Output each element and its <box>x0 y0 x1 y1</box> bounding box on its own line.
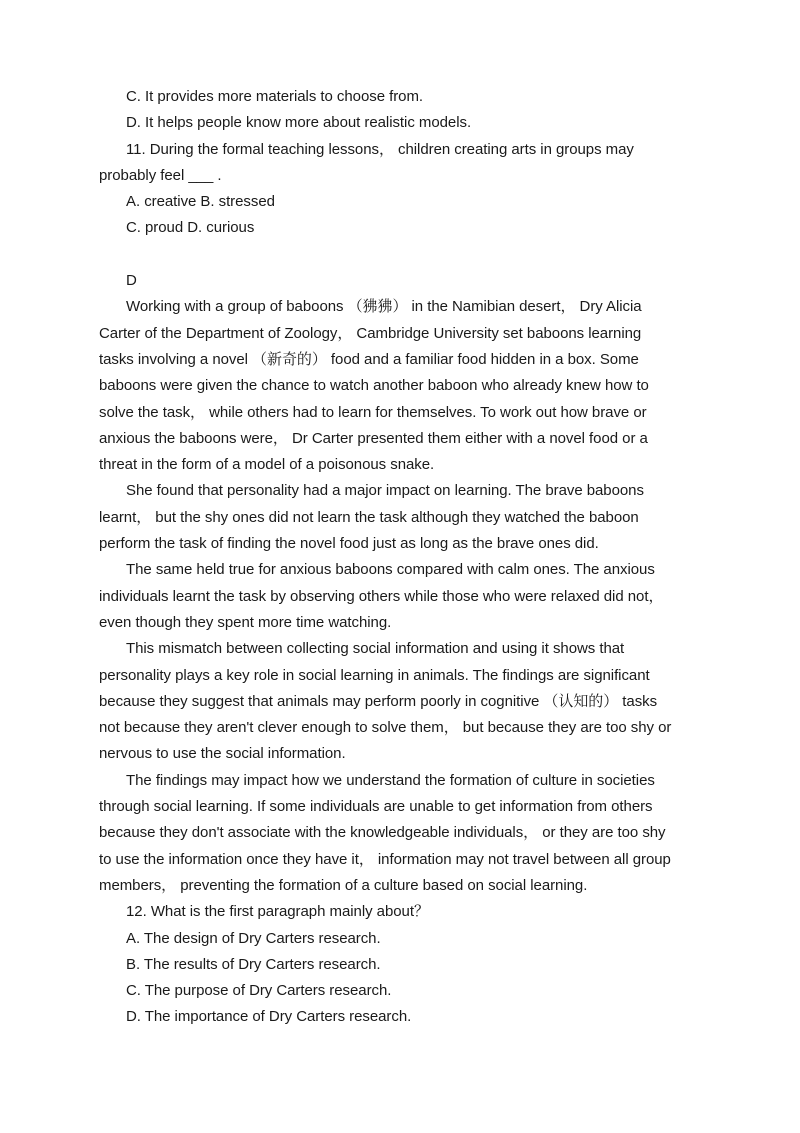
blank-line <box>99 242 699 268</box>
paragraph-line: The same held true for anxious baboons compared with calm ones. The anxious <box>126 561 655 579</box>
q10-option-c: C. It provides more materials to choose from. <box>126 88 424 105</box>
paragraph-line: because they suggest that animals may perform poorly in cognitive （认知的） tasks <box>99 692 658 710</box>
paragraph-line: to use the information once they have it， information may not travel between all group <box>99 850 671 868</box>
paragraph-line: individuals learnt the task by observing others while those who were relaxed did not， <box>99 587 664 605</box>
paragraph-5 <box>99 768 699 899</box>
q12-stem: 12. What is the first paragraph mainly about？ <box>126 903 429 921</box>
paragraph-4 <box>99 636 699 767</box>
q11-stem-line-2: probably feel ___ . <box>99 166 222 184</box>
paragraph-line: solve the task， while others had to learn for themselves. To work out how brave or <box>99 403 647 421</box>
paragraph-line: baboons were given the chance to watch another baboon who already knew how to <box>99 377 649 395</box>
paragraph-2 <box>99 478 699 557</box>
paragraph-line: perform the task of finding the novel food just as long as the brave ones did. <box>99 535 599 553</box>
paragraph-line: not because they aren't clever enough to solve them， but because they are too shy or <box>99 719 672 737</box>
q12-option-b: B. The results of Dry Carters research. <box>126 955 381 973</box>
paragraph-line: The findings may impact how we understand the formation of culture in societies <box>126 771 655 789</box>
section-d-heading: D <box>126 272 137 290</box>
q10-option-d: D. It helps people know more about realistic models. <box>126 114 472 132</box>
paragraph-line: tasks involving a novel （新奇的） food and a familiar food hidden in a box. Some <box>99 350 639 368</box>
paragraph-line: because they don't associate with the knowledgeable individuals， or they are too shy <box>99 824 666 842</box>
paragraph-line: This mismatch between collecting social information and using it shows that <box>126 640 625 658</box>
paragraph-line: members， preventing the formation of a culture based on social learning. <box>99 876 588 894</box>
paragraph-line: through social learning. If some individuals are unable to get information from others <box>99 798 653 816</box>
paragraph-line: learnt， but the shy ones did not learn the task although they watched the baboon <box>99 508 639 526</box>
q12-option-d: D. The importance of Dry Carters research. <box>126 1008 412 1026</box>
q12-option-c: C. The purpose of Dry Carters research. <box>126 982 392 1000</box>
document-page <box>99 84 699 1031</box>
paragraph-line: personality plays a key role in social learning in animals. The findings are significant <box>99 666 650 684</box>
paragraph-line: nervous to use the social information. <box>99 745 346 763</box>
q11-options-ab: A. creative B. stressed <box>126 193 275 211</box>
paragraph-line: even though they spent more time watching. <box>99 613 392 631</box>
paragraph-line: She found that personality had a major impact on learning. The brave baboons <box>126 482 644 500</box>
paragraph-line: Working with a group of baboons （狒狒） in the Namibian desert， Dry Alicia <box>126 298 642 316</box>
q12-option-a: A. The design of Dry Carters research. <box>126 929 381 947</box>
paragraph-3 <box>99 557 699 636</box>
paragraph-line: Carter of the Department of Zoology， Cambridge University set baboons learning <box>99 324 642 342</box>
paragraph-1 <box>99 294 699 478</box>
q11-options-cd: C. proud D. curious <box>126 219 255 237</box>
q11-stem-line-1: 11. During the formal teaching lessons， children creating arts in groups may <box>126 140 634 158</box>
paragraph-line: anxious the baboons were， Dr Carter presented them either with a novel food or a <box>99 429 648 447</box>
paragraph-line: threat in the form of a model of a poisonous snake. <box>99 456 435 474</box>
